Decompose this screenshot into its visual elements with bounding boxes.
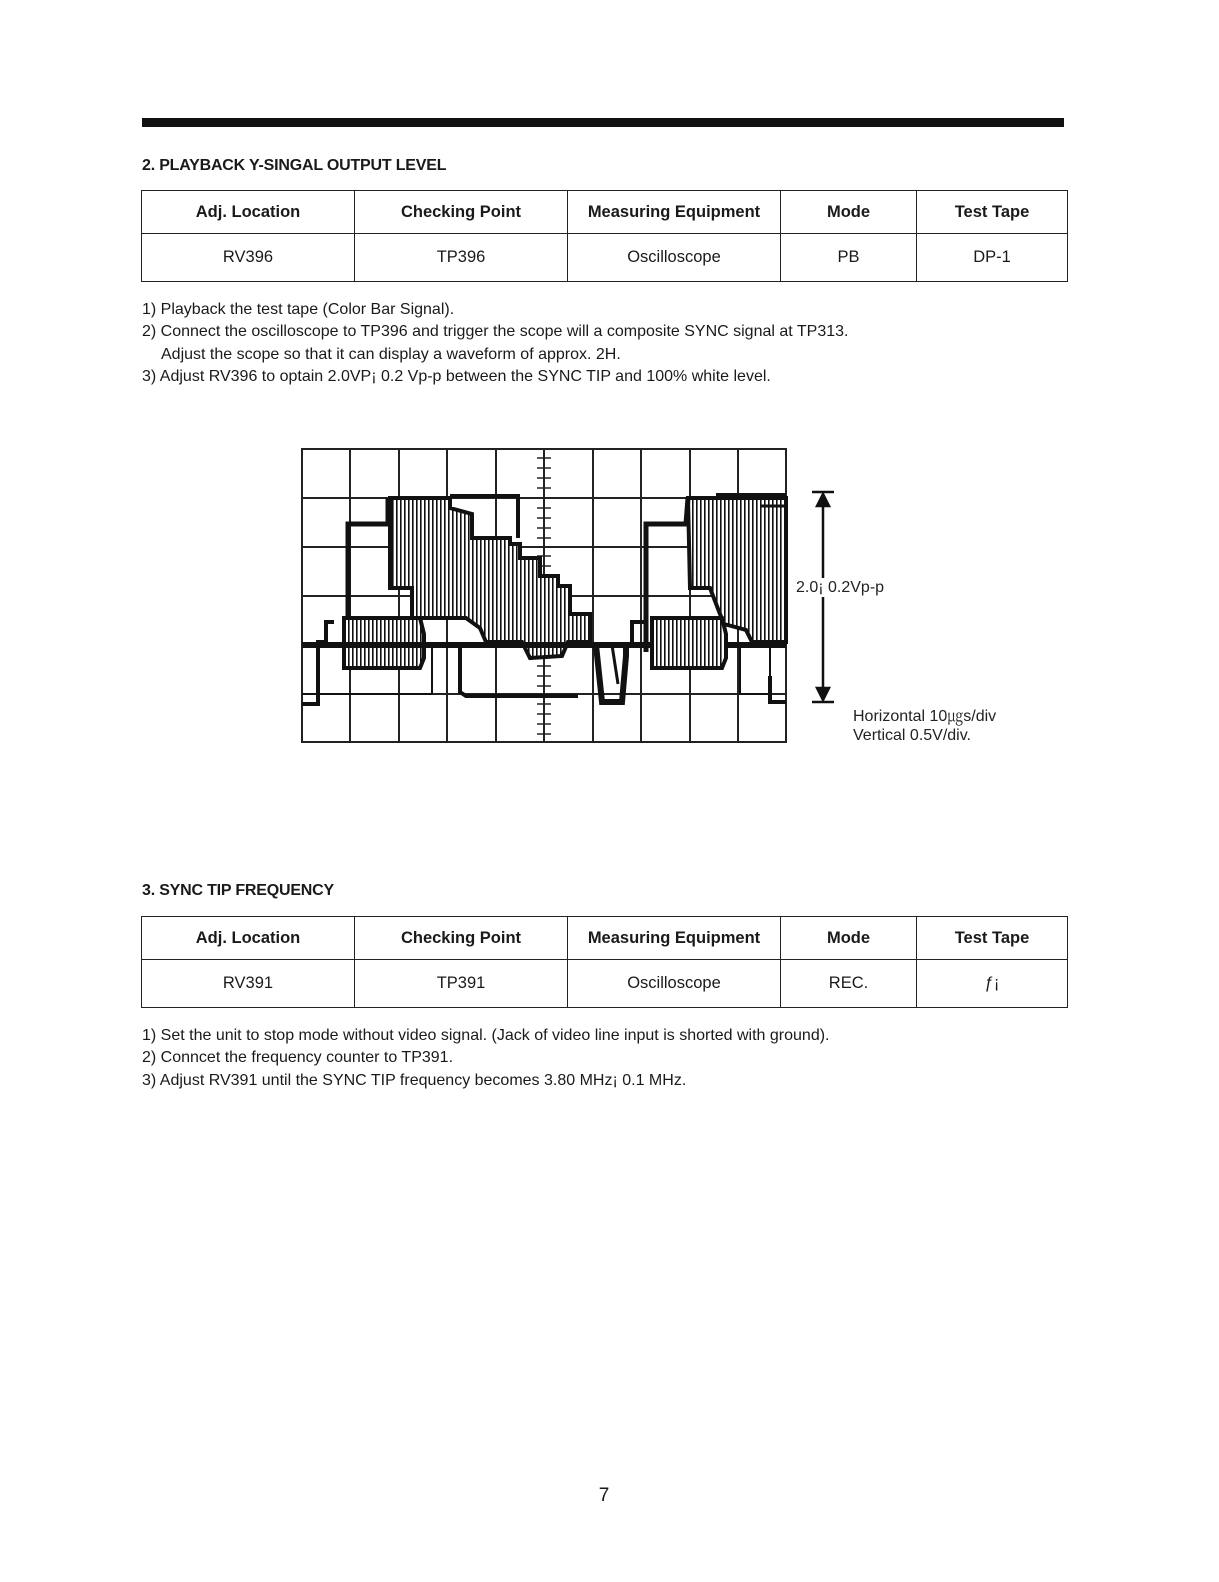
oscilloscope-waveform-figure — [300, 446, 840, 746]
header-measuring-equipment: Measuring Equipment — [568, 191, 781, 234]
cell-checking-point: TP391 — [355, 960, 568, 1008]
top-rule — [142, 118, 1064, 127]
header-checking-point: Checking Point — [355, 191, 568, 234]
step-item: 2) Conncet the frequency counter to TP391. — [142, 1049, 454, 1067]
header-checking-point: Checking Point — [355, 917, 568, 960]
step-item: 1) Set the unit to stop mode without video signal. (Jack of video line input is shorted with ground). — [142, 1027, 830, 1044]
step-item: 2) Connect the oscilloscope to TP396 and trigger the scope will a composite SYNC signal at TP313. — [142, 323, 849, 341]
cell-mode: PB — [781, 234, 917, 282]
cell-test-tape: DP-1 — [917, 234, 1068, 282]
cell-adj-location: RV391 — [142, 960, 355, 1008]
header-mode: Mode — [781, 917, 917, 960]
table-row — [142, 234, 1068, 282]
table-header-row — [142, 191, 1068, 234]
cell-measuring-equipment: Oscilloscope — [568, 960, 781, 1008]
header-measuring-equipment: Measuring Equipment — [568, 917, 781, 960]
header-mode: Mode — [781, 191, 917, 234]
cell-measuring-equipment: Oscilloscope — [568, 234, 781, 282]
section-3-steps — [142, 1025, 830, 1092]
step-item: 3) Adjust RV391 until the SYNC TIP frequency becomes 3.80 MHz¡ 0.1 MHz. — [142, 1071, 687, 1089]
amplitude-label: 2.0¡ 0.2Vp-p — [796, 579, 885, 596]
cell-checking-point: TP396 — [355, 234, 568, 282]
section-2-table — [141, 190, 1068, 282]
vertical-scale-label: Vertical 0.5V/div. — [853, 727, 971, 744]
header-adj-location: Adj. Location — [142, 917, 355, 960]
section-2-steps — [142, 299, 848, 388]
cell-adj-location: RV396 — [142, 234, 355, 282]
page-number: 7 — [598, 1485, 610, 1506]
section-3-table — [141, 916, 1068, 1008]
step-item: 3) Adjust RV396 to optain 2.0VP¡ 0.2 Vp-p between the SYNC TIP and 100% white level. — [142, 367, 771, 385]
cell-test-tape: ƒ¡ — [917, 960, 1068, 1008]
header-adj-location: Adj. Location — [142, 191, 355, 234]
amplitude-arrow — [812, 492, 834, 702]
header-test-tape: Test Tape — [917, 917, 1068, 960]
section-2-title: 2. PLAYBACK Y-SINGAL OUTPUT LEVEL — [142, 157, 447, 174]
horizontal-scale-label: Horizontal 10㎍s/div — [853, 708, 997, 725]
header-test-tape: Test Tape — [917, 191, 1068, 234]
step-item: Adjust the scope so that it can display a waveform of approx. 2H. — [161, 345, 621, 363]
step-item: 1) Playback the test tape (Color Bar Signal). — [142, 301, 455, 318]
table-header-row — [142, 917, 1068, 960]
table-row — [142, 960, 1068, 1008]
waveform-line-2 — [646, 496, 786, 668]
section-3-title: 3. SYNC TIP FREQUENCY — [142, 882, 334, 899]
cell-mode: REC. — [781, 960, 917, 1008]
